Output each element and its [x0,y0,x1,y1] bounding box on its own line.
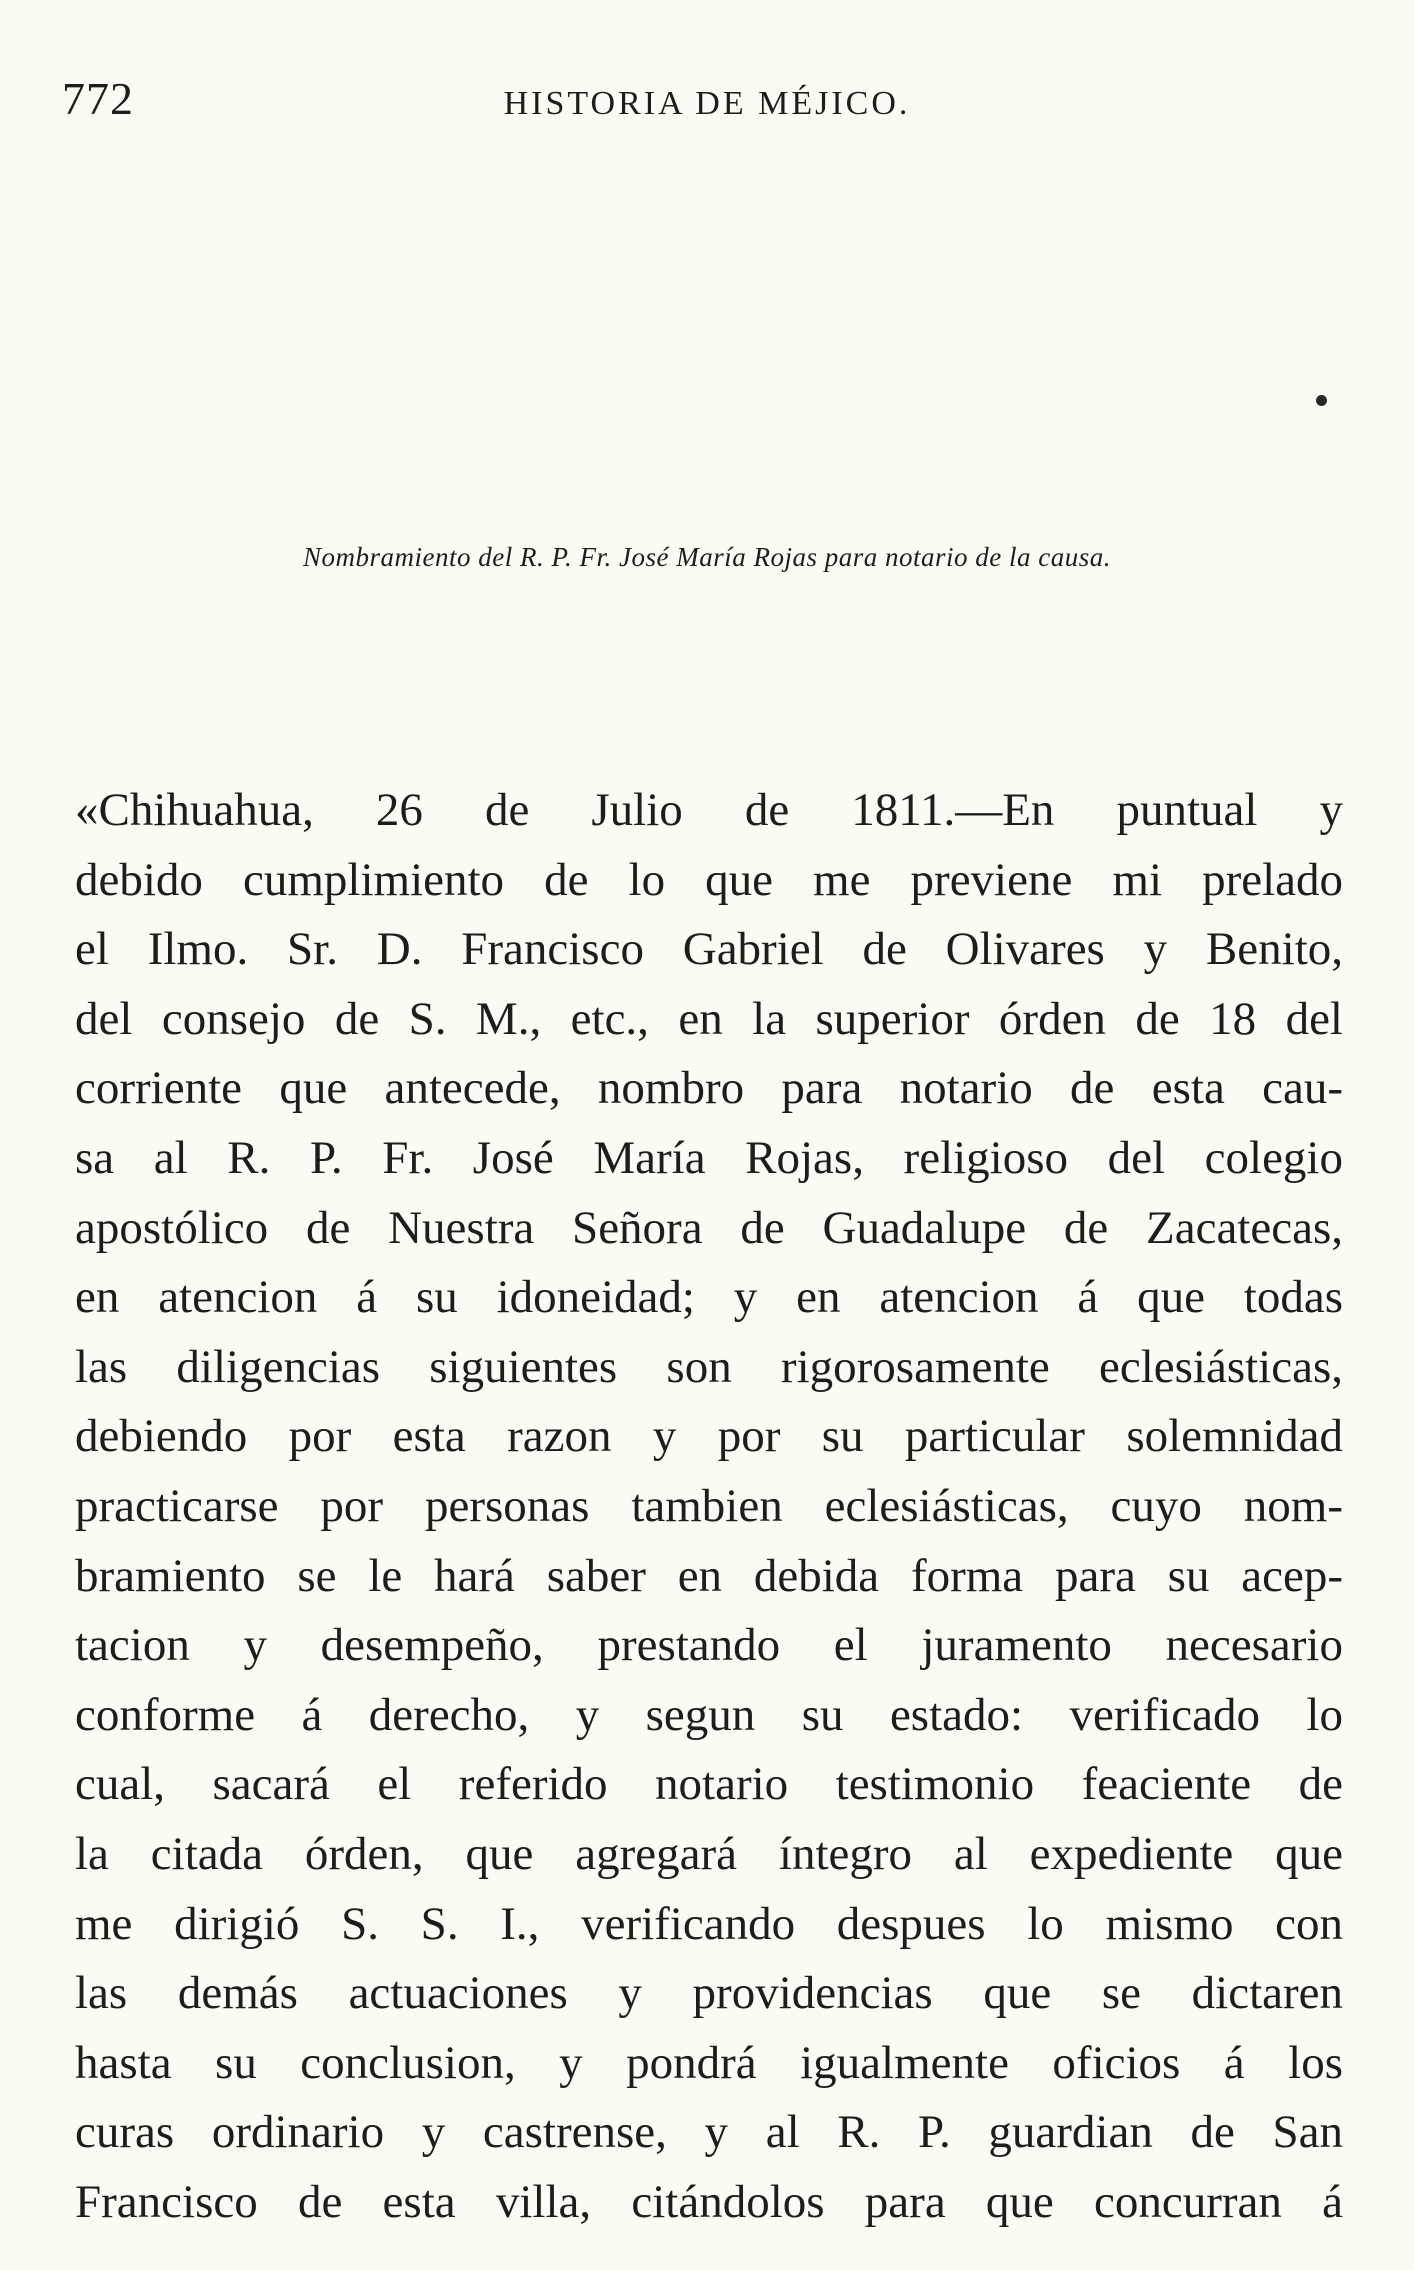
running-title: HISTORIA DE MÉJICO. [503,85,911,122]
text-line: corriente que antecede, nombro para notario de esta cau- [75,1062,1343,1115]
text-line: curas ordinario y castrense, y al R. P. guardian de San [75,2106,1343,2159]
text-line: Francisco de esta villa, citándolos para que concurran á [75,2175,1343,2228]
page-number: 772 [62,73,134,124]
text-line: del consejo de S. M., etc., en la superior órden de 18 del [75,992,1343,1045]
text-line: las diligencias siguientes son rigorosamente eclesiásticas, [75,1340,1343,1393]
body-text [75,776,1343,2237]
text-line: hasta su conclusion, y pondrá igualmente oficios á los [75,2036,1343,2089]
text-line: debido cumplimiento de lo que me previene mi prelado [75,853,1343,906]
text-line: en atencion á su idoneidad; y en atencion á que todas [75,1271,1343,1324]
text-line: «Chihuahua, 26 de Julio de 1811.—En puntual y [75,784,1343,836]
text-line: cual, sacará el referido notario testimonio feaciente de [75,1758,1343,1811]
ink-speck [1316,395,1327,406]
text-line: el Ilmo. Sr. D. Francisco Gabriel de Olivares y Benito, [75,923,1343,976]
text-line: me dirigió S. S. I., verificando despues lo mismo con [75,1897,1343,1950]
text-line: la citada órden, que agregará íntegro al expediente que [75,1827,1343,1880]
text-line: apostólico de Nuestra Señora de Guadalupe de Zacatecas, [75,1201,1343,1254]
text-line: practicarse por personas tambien eclesiásticas, cuyo nom- [75,1479,1343,1532]
text-line: las demás actuaciones y providencias que se dictaren [75,1967,1343,2020]
text-line: debiendo por esta razon y por su particular solemnidad [75,1410,1343,1463]
section-title: Nombramiento del R. P. Fr. José María Rojas para notario de la causa. [303,542,1111,572]
text-line: bramiento se le hará saber en debida forma para su acep- [75,1549,1343,1602]
text-line: sa al R. P. Fr. José María Rojas, religioso del colegio [75,1131,1343,1184]
text-line: tacion y desempeño, prestando el juramento necesario [75,1619,1343,1672]
text-line: conforme á derecho, y segun su estado: verificado lo [75,1688,1343,1741]
